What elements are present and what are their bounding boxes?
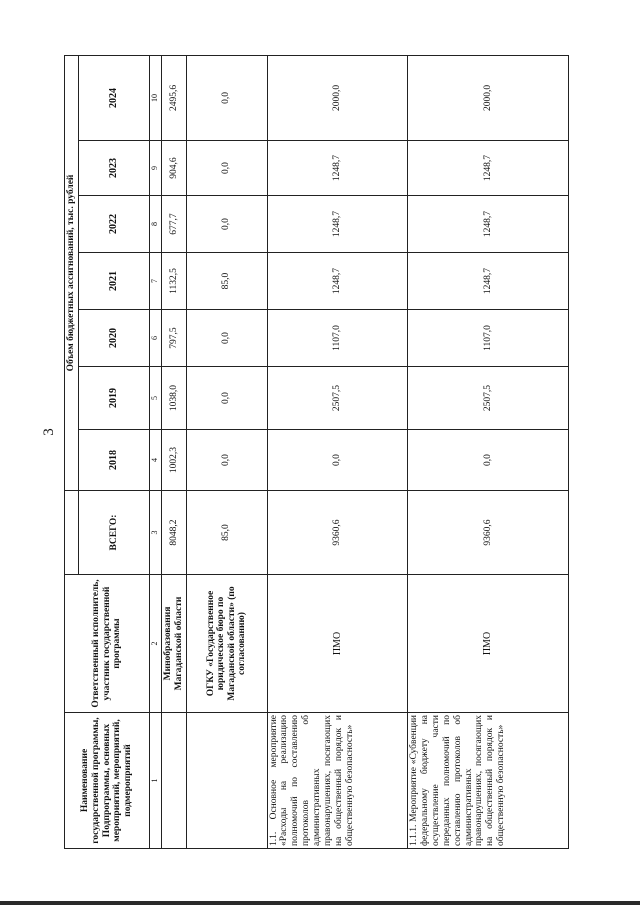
header-total-spacer	[65, 491, 79, 575]
row-value: 2507,5	[267, 367, 407, 430]
row-name	[187, 713, 268, 849]
row-total: 9360,6	[407, 491, 568, 575]
column-number: 7	[149, 253, 161, 310]
row-value: 2495,6	[162, 55, 187, 140]
header-year: 2021	[79, 253, 149, 310]
row-executor: Минобразования Магаданской области	[162, 575, 187, 713]
header-year: 2024	[79, 55, 149, 140]
row-total: 8048,2	[162, 491, 187, 575]
header-year: 2019	[79, 367, 149, 430]
column-number: 3	[149, 491, 161, 575]
table-row	[187, 55, 268, 848]
row-value: 1248,7	[267, 196, 407, 253]
row-total: 85,0	[187, 491, 268, 575]
column-number: 4	[149, 430, 161, 491]
row-value: 0,0	[267, 430, 407, 491]
header-program-name: Наименование государственной программы, Подпрограммы, основных мероприятий, мероприятий, подмероприятий	[65, 713, 150, 849]
row-value: 0,0	[187, 430, 268, 491]
column-number: 9	[149, 141, 161, 196]
row-value: 2000,0	[267, 55, 407, 140]
table-row	[407, 55, 568, 848]
row-value: 904,6	[162, 141, 187, 196]
row-value: 0,0	[407, 430, 568, 491]
column-number: 1	[149, 713, 161, 849]
rotated-table-container	[64, 56, 569, 849]
row-value: 0,0	[187, 196, 268, 253]
row-value: 0,0	[187, 367, 268, 430]
row-name: 1.1.1. Мероприятие «Субвенции федеральному бюджету на осуществление части переданных полномочий по составлению протоколов об административных правонарушениях, посягающих на общественный порядок и общественную безопасность»	[407, 713, 568, 849]
row-executor: ПМО	[267, 575, 407, 713]
header-year: 2018	[79, 430, 149, 491]
header-executor: Ответственный исполнитель, участник государственной программы	[65, 575, 150, 713]
row-value: 1248,7	[407, 196, 568, 253]
row-value: 1038,0	[162, 367, 187, 430]
column-number: 6	[149, 310, 161, 367]
scan-edge	[0, 901, 640, 905]
column-number: 8	[149, 196, 161, 253]
column-number: 10	[149, 55, 161, 140]
row-value: 1248,7	[267, 141, 407, 196]
column-number: 5	[149, 367, 161, 430]
row-value: 0,0	[187, 141, 268, 196]
table-row	[267, 55, 407, 848]
row-value: 2000,0	[407, 55, 568, 140]
row-value: 2507,5	[407, 367, 568, 430]
header-year: 2020	[79, 310, 149, 367]
header-budget-group: Объем бюджетных ассигнований, тыс. рублей	[65, 55, 79, 490]
row-value: 1248,7	[407, 253, 568, 310]
row-value: 85,0	[187, 253, 268, 310]
row-value: 1107,0	[267, 310, 407, 367]
row-total: 9360,6	[267, 491, 407, 575]
header-year: 2023	[79, 141, 149, 196]
row-executor: ПМО	[407, 575, 568, 713]
table-row	[162, 55, 187, 848]
page-number: 3	[41, 428, 57, 436]
row-value: 0,0	[187, 55, 268, 140]
row-value: 677,7	[162, 196, 187, 253]
header-year: 2022	[79, 196, 149, 253]
header-total: ВСЕГО:	[79, 491, 149, 575]
column-number: 2	[149, 575, 161, 713]
row-value: 1132,5	[162, 253, 187, 310]
row-value: 1248,7	[407, 141, 568, 196]
row-executor: ОГКУ «Государственное юридическое бюро по Магаданской области» (по согласованию)	[187, 575, 268, 713]
row-value: 1248,7	[267, 253, 407, 310]
row-value: 797,5	[162, 310, 187, 367]
row-name	[162, 713, 187, 849]
row-value: 1107,0	[407, 310, 568, 367]
budget-table	[64, 55, 569, 849]
row-name: 1.1. Основное мероприятие «Расходы на реализацию полномочий по составлению протоколов об административных правонарушениях, посягающих на общественный порядок и общественную безопасность»	[267, 713, 407, 849]
row-value: 0,0	[187, 310, 268, 367]
row-value: 1002,3	[162, 430, 187, 491]
column-number-row	[149, 55, 161, 848]
